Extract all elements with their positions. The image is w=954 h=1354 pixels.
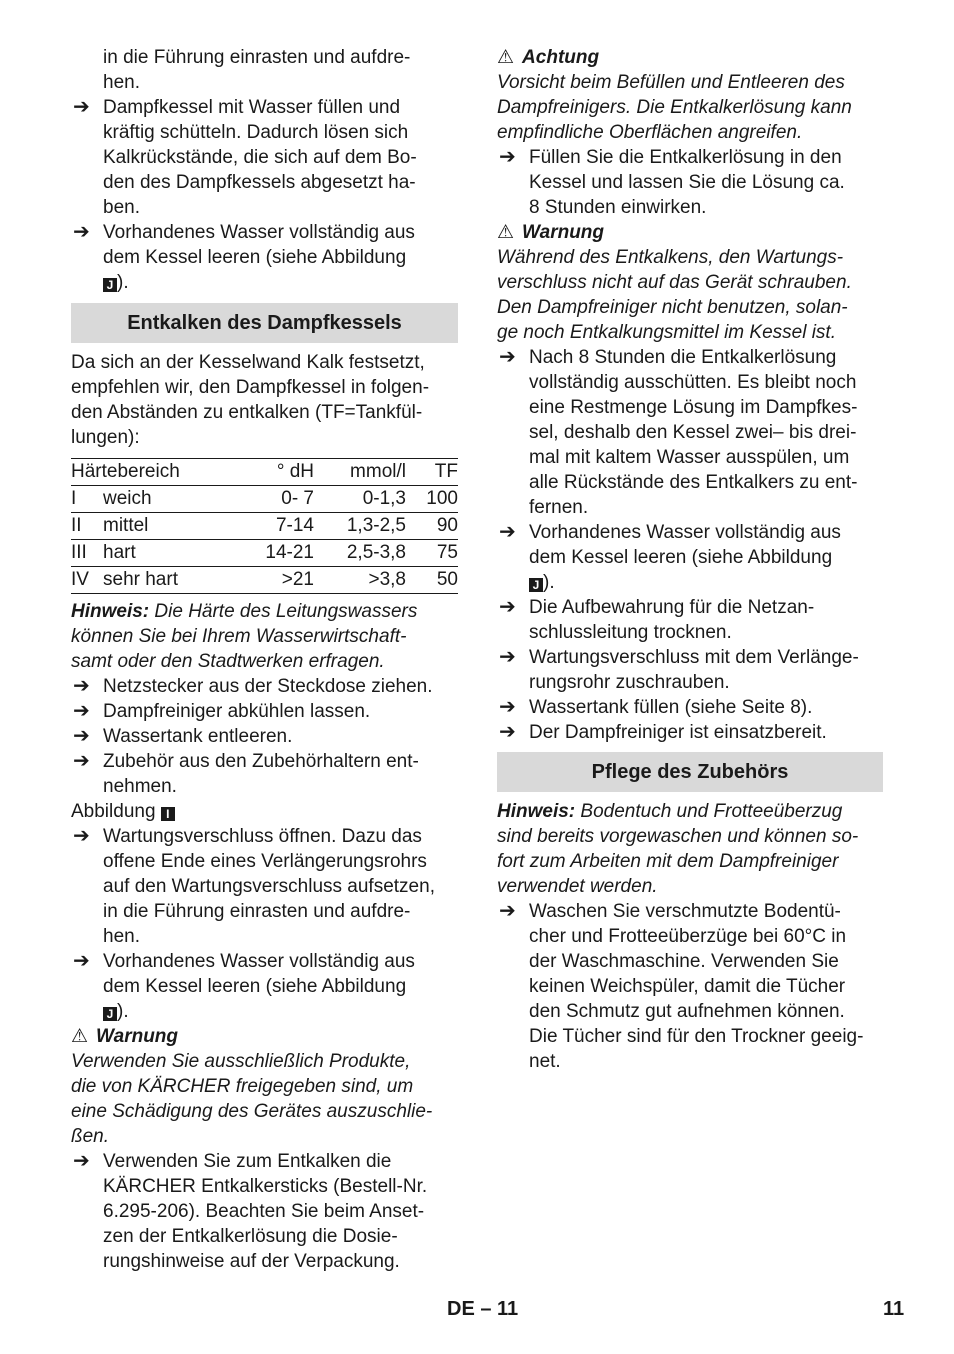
list-item: ➔ Füllen Sie die Entkalkerlösung in den Kessel und lassen Sie die Lösung ca. 8 Stunden einwirken. bbox=[499, 146, 845, 218]
list-item: ➔ Netzstecker aus der Steckdose ziehen. bbox=[73, 675, 433, 697]
list-item: ➔ Wassertank entleeren. bbox=[73, 725, 293, 747]
table-row: III hart 14-21 2,5-3,8 75 bbox=[71, 540, 458, 567]
list-item: ➔ Die Aufbewahrung für die Netzan- schlussleitung trocknen. bbox=[499, 596, 815, 643]
list-item: ➔ Wartungsverschluss öffnen. Dazu das offene Ende eines Verlängerungsrohrs auf den Wartungsverschluss aufsetzen, in die Führung einrasten und aufdre- hen. bbox=[73, 825, 435, 947]
arrow-icon: ➔ bbox=[73, 221, 90, 243]
arrow-icon: ➔ bbox=[499, 521, 516, 543]
list-item: ➔ Wartungsverschluss mit dem Verlänge- rungsrohr zuschrauben. bbox=[499, 646, 859, 693]
note-paragraph: Hinweis: Die Härte des Leitungswassers können Sie bei Ihrem Wasserwirtschaft- samt oder den Stadtwerken erfragen. bbox=[71, 601, 418, 672]
warning-triangle-icon: ⚠ bbox=[497, 222, 515, 243]
figure-caption: Abbildung I bbox=[71, 799, 458, 824]
page-number: 11 bbox=[883, 1298, 905, 1320]
warning-text: Während des Entkalkens, den Wartungs- verschluss nicht auf das Gerät schrauben. Den Dampfreiniger nicht benutzen, solan- ge noch Entkalkungsmittel im Kessel ist. bbox=[497, 247, 852, 343]
list-item: ➔ Verwenden Sie zum Entkalken die KÄRCHER Entkalkersticks (Bestell-Nr. 6.295-206). Beachten Sie beim Anset- zen der Entkalkerlösung die Dosie- rungshinweise auf der Verpackung. bbox=[73, 1150, 428, 1272]
list-item: ➔ Dampfkessel mit Wasser füllen und kräftig schütteln. Dadurch lösen sich Kalkrückstände, die sich auf dem Bo- den des Dampfkessels abgesetzt ha- ben. bbox=[73, 96, 417, 218]
table-row: IV sehr hart >21 >3,8 50 bbox=[71, 567, 458, 594]
arrow-icon: ➔ bbox=[499, 900, 516, 922]
continuation-text: in die Führung einrasten und aufdre- hen. bbox=[103, 47, 411, 93]
figure-ref-icon: J bbox=[103, 1007, 117, 1021]
list-item: ➔ Vorhandenes Wasser vollständig aus dem Kessel leeren (siehe Abbildung J ). bbox=[499, 521, 841, 593]
arrow-icon: ➔ bbox=[73, 1150, 90, 1172]
warning-triangle-icon: ⚠ bbox=[497, 47, 515, 68]
warning-heading: ⚠ Warnung bbox=[497, 222, 605, 243]
warning-heading: ⚠ Warnung bbox=[71, 1026, 179, 1047]
figure-ref-icon: J bbox=[529, 578, 543, 592]
list-item: ➔ Wassertank füllen (siehe Seite 8). bbox=[499, 696, 813, 718]
figure-ref-icon: J bbox=[103, 278, 117, 292]
list-item: ➔ Zubehör aus den Zubehörhaltern ent- nehmen. bbox=[73, 750, 419, 797]
arrow-icon: ➔ bbox=[73, 825, 90, 847]
section-heading: Entkalken des Dampfkessels bbox=[71, 303, 458, 343]
list-item: ➔ Vorhandenes Wasser vollständig aus dem Kessel leeren (siehe Abbildung J ). bbox=[73, 221, 415, 293]
warning-triangle-icon: ⚠ bbox=[71, 1026, 89, 1047]
arrow-icon: ➔ bbox=[73, 675, 90, 697]
arrow-icon: ➔ bbox=[499, 646, 516, 668]
list-item: ➔ Dampfreiniger abkühlen lassen. bbox=[73, 700, 371, 722]
section-heading: Pflege des Zubehörs bbox=[497, 752, 883, 792]
caution-text: Vorsicht beim Befüllen und Entleeren des Dampfreinigers. Die Entkalkerlösung kann empfindliche Oberflächen angreifen. bbox=[497, 72, 852, 143]
page-footer-label: DE – 11 bbox=[447, 1298, 519, 1320]
intro-paragraph: Da sich an der Kesselwand Kalk festsetzt, empfehlen wir, den Dampfkessel in folgen- den Abständen zu entkalken (TF=Tankfül- lungen): bbox=[71, 352, 430, 448]
arrow-icon: ➔ bbox=[499, 596, 516, 618]
caution-heading: ⚠ Achtung bbox=[497, 47, 600, 68]
arrow-icon: ➔ bbox=[73, 750, 90, 772]
table-row: I weich 0- 7 0-1,3 100 bbox=[71, 486, 458, 513]
list-item: ➔ Waschen Sie verschmutzte Bodentü- cher und Frotteeüberzüge bei 60°C in der Waschmaschine. Verwenden Sie keinen Weichspüler, damit die Tücher den Schmutz gut aufnehmen können. Die Tücher sind für den Trockner geeig- net. bbox=[499, 900, 864, 1072]
right-column bbox=[497, 45, 883, 1074]
table-row: II mittel 7-14 1,3-2,5 90 bbox=[71, 513, 458, 540]
arrow-icon: ➔ bbox=[73, 700, 90, 722]
list-item: ➔ Der Dampfreiniger ist einsatzbereit. bbox=[499, 721, 827, 743]
hardness-table bbox=[71, 458, 458, 594]
arrow-icon: ➔ bbox=[499, 696, 516, 718]
note-paragraph: Hinweis: Bodentuch und Frotteeüberzug sind bereits vorgewaschen und können so- fort zum Arbeiten mit dem Dampfreiniger verwendet werden. bbox=[497, 801, 859, 897]
table-header-row: Härtebereich ° dH mmol/l TF bbox=[71, 459, 458, 486]
arrow-icon: ➔ bbox=[73, 950, 90, 972]
list-item: ➔ Nach 8 Stunden die Entkalkerlösung vollständig ausschütten. Es bleibt noch eine Restmenge Lösung im Dampfkes- sel, deshalb den Kessel zwei– bis drei- mal mit kaltem Wasser ausspülen, um alle Rückstände des Entkalkers zu ent- fernen. bbox=[499, 346, 858, 518]
arrow-icon: ➔ bbox=[499, 346, 516, 368]
arrow-icon: ➔ bbox=[73, 725, 90, 747]
arrow-icon: ➔ bbox=[499, 721, 516, 743]
figure-ref-icon: I bbox=[161, 807, 175, 821]
arrow-icon: ➔ bbox=[499, 146, 516, 168]
arrow-icon: ➔ bbox=[73, 96, 90, 118]
left-column bbox=[71, 45, 458, 1274]
warning-text: Verwenden Sie ausschließlich Produkte, die von KÄRCHER freigegeben sind, um eine Schädigung des Gerätes auszuschlie- ßen. bbox=[71, 1051, 433, 1147]
list-item: ➔ Vorhandenes Wasser vollständig aus dem Kessel leeren (siehe Abbildung J ). bbox=[73, 950, 415, 1022]
